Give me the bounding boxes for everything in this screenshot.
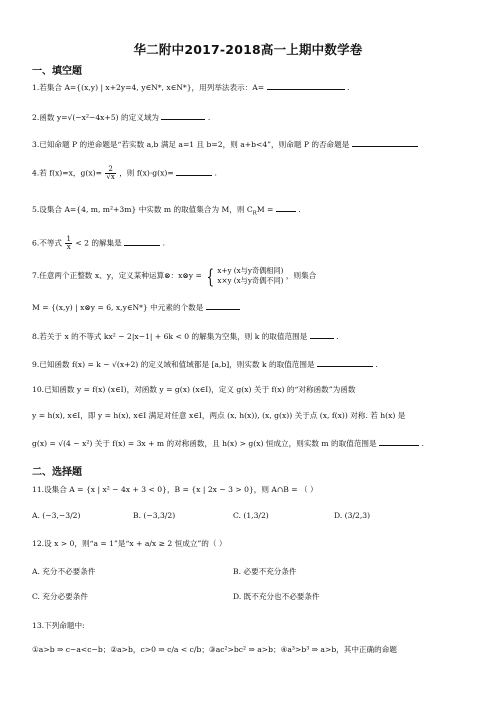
option-c[interactable]: C. (1,3/2) [233, 511, 269, 520]
question-13-line-2: ①a>b ⇒ c−a<c−b；②a>b，c>0 ⇒ c/a < c/b；③ac²>bc² ⇒ a>b；④a³>b³ ⇒ a>b，其中正确的命题 [32, 645, 397, 654]
question-3 [32, 138, 418, 150]
option-a[interactable]: A. (−3,−3/2) [32, 511, 81, 520]
answer-blank-7[interactable] [206, 301, 240, 310]
answer-blank-4[interactable] [176, 167, 212, 176]
option-a[interactable]: A. 充分不必要条件 [32, 567, 96, 576]
question-10-line-2: y = h(x), x∈I，即 y = h(x), x∈I 满足对任意 x∈I，两点 (x, h(x)), (x, g(x)) 关于点 (x, f(x)) 对称. 若 h(x) 是 [32, 411, 406, 420]
answer-blank-2[interactable] [161, 111, 205, 120]
question-10-line-3: g(x) = √(4 − x²) 关于 f(x) = 3x + m 的对称函数，且 h(x) > g(x) 恒成立，则实数 m 的取值范围是 . [32, 439, 424, 448]
question-2-text: 2.函数 y=√(−x²−4x+5) 的定义域为 [32, 113, 160, 122]
question-11: 11.设集合 A = {x | x² − 4x + 3 < 0}，B = {x | 2x − 3 > 0}，则 A∩B = （ ） [32, 485, 318, 494]
question-5-text: 5.设集合 A={4, m, m²+3m} 中实数 m 的取值集合为 M，则 C [32, 205, 253, 214]
question-1: 1.若集合 A={(x,y) | x+2y=4, y∈N*, x∈N*}，用列举法表示：A= . [32, 83, 350, 92]
question-6: 6.不等式 $\frac{1}{x}$ < 2 的解集是 . [32, 235, 166, 251]
question-3-text: 3.已知命题 P 的逆命题是“若实数 a,b 满足 a=1 且 b=2，则 a+b<4”，则命题 P 的否命题是 [32, 140, 350, 149]
section-multiple-choice: 二、选择题 [32, 467, 82, 478]
option-b[interactable]: B. 必要不充分条件 [233, 567, 297, 576]
option-d[interactable]: D. 既不充分也不必要条件 [233, 592, 320, 601]
answer-blank-9[interactable] [317, 358, 373, 367]
question-8: 8.若关于 x 的不等式 kx² − 2|x−1| + 6k < 0 的解集为空集，则 k 的取值范围是 . [32, 332, 339, 341]
fraction: $\frac{1}{x}$ [66, 235, 71, 251]
answer-blank-5[interactable] [276, 203, 296, 212]
question-4: 4.若 f(x)=x，g(x)= $\frac{2}{√x}$ ，则 f(x)·g(x)= . [32, 165, 217, 181]
answer-blank-10[interactable] [379, 437, 419, 446]
answer-blank-3[interactable] [352, 138, 418, 147]
option-c[interactable]: C. 充分必要条件 [32, 592, 88, 601]
answer-blank-1[interactable] [267, 81, 345, 90]
option-d[interactable]: D. (3/2,3) [334, 511, 371, 520]
answer-blank-8[interactable] [310, 330, 334, 339]
question-13: 13.下列命题中: [32, 621, 85, 630]
answer-blank-6[interactable] [124, 237, 160, 246]
question-5: 5.设集合 A={4, m, m²+3m} 中实数 m 的取值集合为 M，则 $C_RM$ = . [32, 205, 301, 217]
section-fill-in: 一、填空题 [32, 66, 82, 77]
option-b[interactable]: B. (−3,3/2) [133, 511, 176, 520]
piecewise-cases: x+y (x与y奇偶相同) x×y (x与y奇偶不同) [217, 266, 284, 285]
fraction: $\frac{2}{√x}$ [106, 165, 115, 181]
question-9: 9.已知函数 f(x) = k − √(x+2) 的定义域和值域都是 [a,b]，则实数 k 的取值范围是 . [32, 360, 378, 369]
question-1-text: 1.若集合 A={(x,y) | x+2y=4, y∈N*, x∈N*}，用列举法表示：A= [32, 83, 265, 92]
question-7-line-2: M = {(x,y) | x⊗y = 6, x,y∈N*} 中元素的个数是 [32, 301, 240, 313]
page-title: 华二附中2017-2018高一上期中数学卷 [133, 42, 363, 57]
question-12: 12.设 x > 0，则“a = 1”是“x + a/x ≥ 2 恒成立”的（ ） [32, 539, 227, 548]
question-2: 2.函数 y=√(−x²−4x+5) 的定义域为 . [32, 113, 211, 122]
question-10: 10.已知函数 y = f(x) (x∈I)，对函数 y = g(x) (x∈I)，定义 g(x) 关于 f(x) 的“对称函数”为函数 [32, 385, 356, 394]
left-brace: { [206, 264, 215, 288]
question-7: 7.任意两个正整数 x、y，定义某种运算⊗：x⊗y = { x+y (x与y奇偶相同) x×y (x与y奇偶不同) ，则集合 [32, 264, 317, 288]
